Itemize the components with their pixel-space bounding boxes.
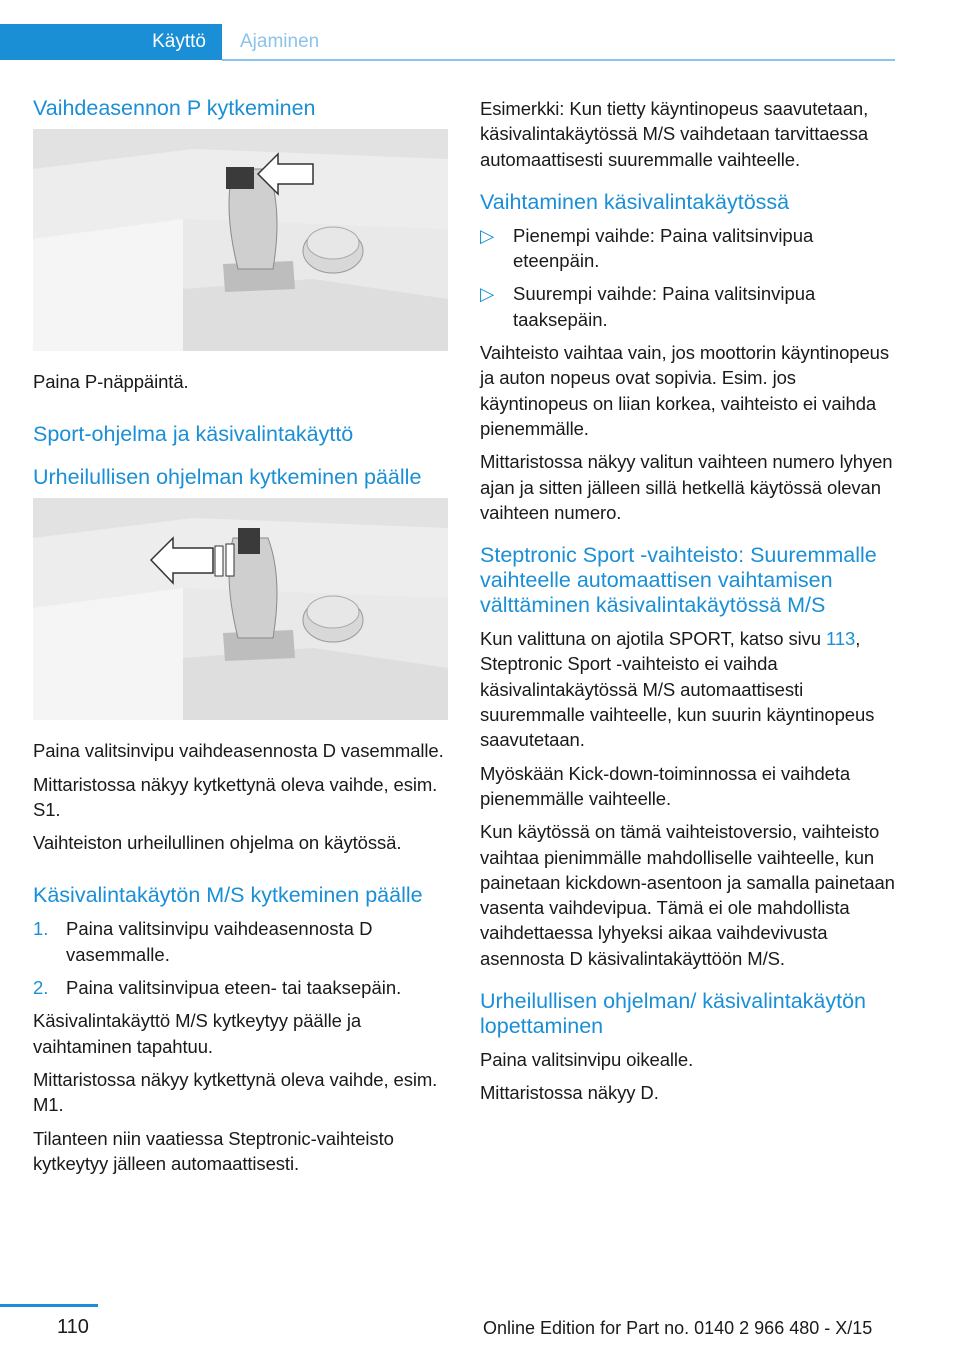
tab-ajaminen[interactable]: Ajaminen [240, 31, 320, 52]
paragraph: Tilanteen niin vaatiessa Steptronic-vaihteisto kytkeytyy jälleen automaattisesti. [33, 1127, 394, 1174]
paragraph: Mittaristossa näkyy D. [480, 1082, 659, 1104]
gear-selector-left-image [33, 498, 448, 720]
footer-rule [0, 1304, 98, 1307]
tab-kaytto[interactable]: Käyttö [0, 24, 222, 60]
page-number: 110 [57, 1316, 89, 1338]
heading-manual-mode-on: Käsivalintakäytön M/S kytkeminen päälle [33, 883, 423, 908]
footer-edition: Online Edition for Part no. 0140 2 966 480 - X/15 [483, 1318, 873, 1338]
heading-end-sport-program: Urheilullisen ohjelman/ käsivalintakäytön lopettaminen [480, 989, 867, 1039]
paragraph: Kun valittuna on ajotila SPORT, katso sivu 113, Steptronic Sport -vaihteisto ei vaihda käsivalintakäytössä M/S automaattisesti suuremmalle vaihteelle, kun suurin käyntinopeus saavutetaan. [480, 628, 875, 751]
page-header [0, 24, 895, 60]
list-item: ▷ Pienempi vaihde: Paina valitsinvipua eteenpäin. [480, 224, 814, 272]
list-item: ▷ Suurempi vaihde: Paina valitsinvipua taaksepäin. [480, 283, 816, 330]
left-column [33, 96, 448, 1176]
triangle-list [480, 223, 898, 332]
paragraph: Vaihteisto vaihtaa vain, jos moottorin käyntinopeus ja auton nopeus ovat sopivia. Esim. jos käyntinopeus on liian korkea, vaihteisto ei vaihda pienemmälle. [480, 342, 889, 439]
numbered-list [33, 916, 448, 1000]
paragraph: Esimerkki: Kun tietty käyntinopeus saavutetaan, käsivalintakäytössä M/S vaihdetaan tarvittaessa automaattisesti suuremmalle vaihteelle. [480, 98, 869, 170]
list-item: 1. Paina valitsinvipu vaihdeasennosta D vasemmalle. [33, 918, 373, 965]
paragraph: Kun käytössä on tämä vaihteistoversio, vaihteisto vaihtaa pienimmälle mahdolliselle vaihteelle, kun painetaan kickdown-asentoon ja samalla painetaan vasenta vaihdevipua. Tämä ei ole mahdollista vaihdettaessa lyhyeksi aikaa vaihdevivusta asennosta D käsivalintakäyttöön M/S. [480, 821, 895, 969]
gear-selector-p-image [33, 129, 448, 351]
header-rule [222, 59, 895, 61]
list-item: 2. Paina valitsinvipua eteen- tai taaksepäin. [33, 977, 402, 999]
triangle-bullet-icon: ▷ [480, 224, 495, 246]
paragraph: Mittaristossa näkyy kytkettynä oleva vaihde, esim. S1. [33, 773, 438, 820]
paragraph: Paina valitsinvipu vaihdeasennosta D vasemmalle. [33, 740, 444, 762]
paragraph: Käsivalintakäyttö M/S kytkeytyy päälle ja vaihtaminen tapahtuu. [33, 1010, 362, 1057]
heading-sport-program-on: Urheilullisen ohjelman kytkeminen päälle [33, 465, 422, 490]
page-link[interactable]: 113 [826, 628, 856, 650]
paragraph: Paina P-näppäintä. [33, 371, 189, 392]
heading-p-position: Vaihdeasennon P kytkeminen [33, 96, 316, 120]
paragraph: Mittaristossa näkyy valitun vaihteen numero lyhyen ajan ja sitten jälleen sillä hetkellä käytössä olevan vaihteen numero. [480, 451, 893, 523]
heading-sport-program: Sport-ohjelma ja käsivalintakäyttö [33, 422, 354, 447]
paragraph: Paina valitsinvipu oikealle. [480, 1049, 694, 1071]
heading-manual-shifting: Vaihtaminen käsivalintakäytössä [480, 189, 790, 214]
right-column [480, 96, 898, 1106]
paragraph: Vaihteiston urheilullinen ohjelma on käytössä. [33, 832, 402, 854]
paragraph: Mittaristossa näkyy kytkettynä oleva vaihde, esim. M1. [33, 1068, 438, 1116]
heading-steptronic-sport: Steptronic Sport -vaihteisto: Suuremmalle vaihteelle automaattisen vaihtamisen välttäminen käsivalintakäytössä M/S [480, 543, 877, 618]
triangle-bullet-icon: ▷ [480, 283, 495, 305]
paragraph: Myöskään Kick-down-toiminnossa ei vaihdeta pienemmälle vaihteelle. [480, 762, 851, 809]
